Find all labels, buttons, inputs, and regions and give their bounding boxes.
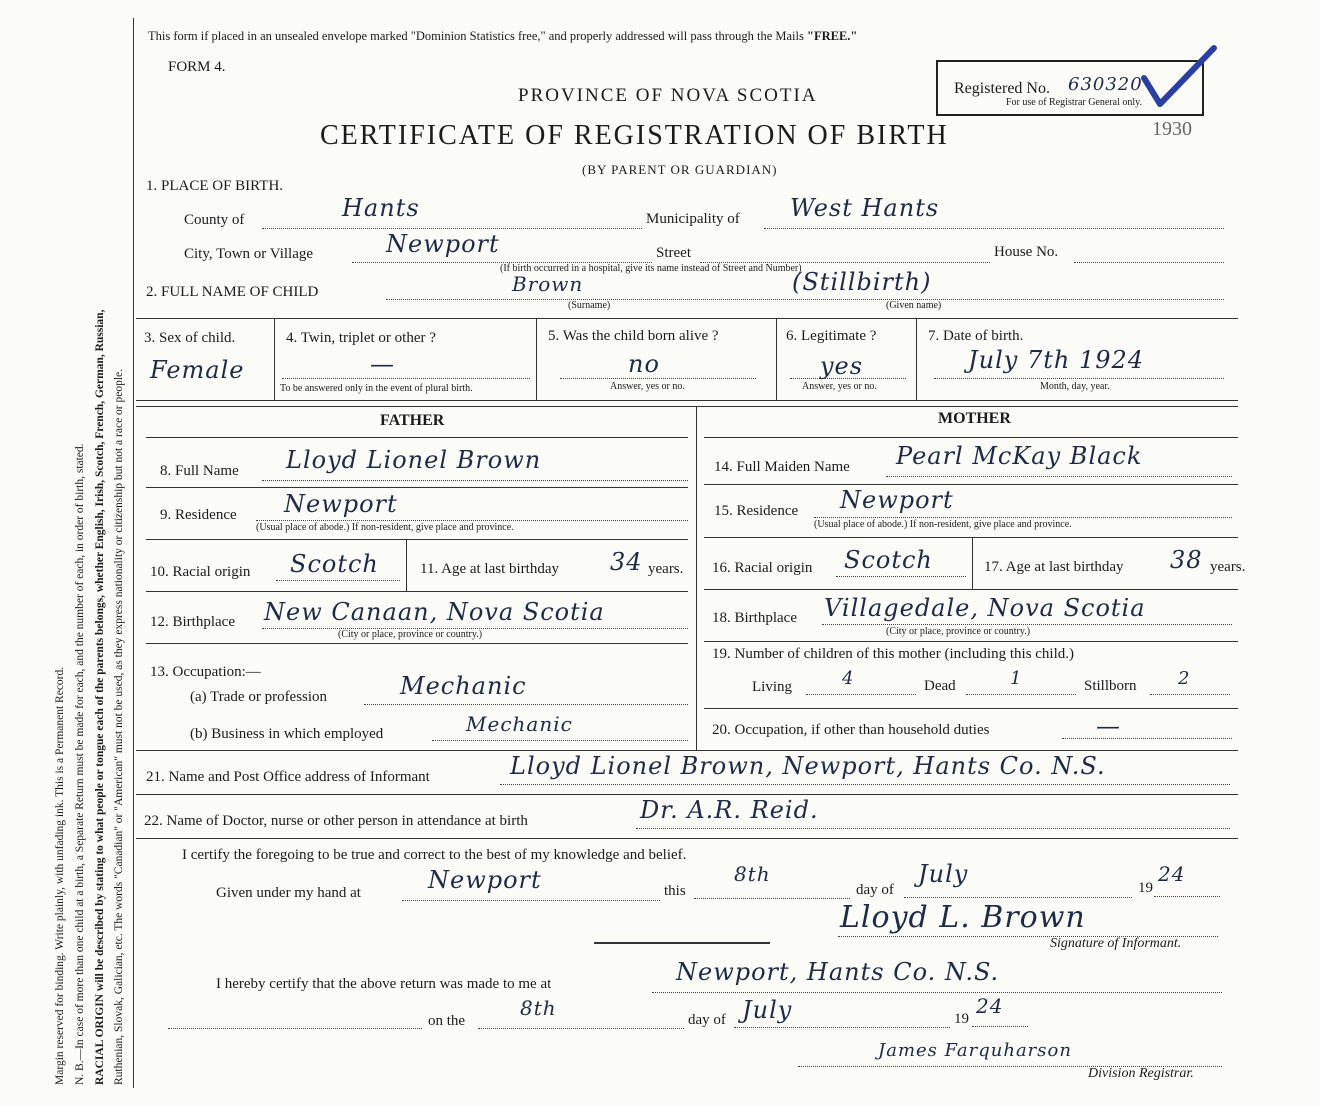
mother-occupation-label: 20. Occupation, if other than household duties xyxy=(712,722,990,738)
father-birthplace-value: New Canaan, Nova Scotia xyxy=(264,598,605,626)
father-business-label: (b) Business in which employed xyxy=(190,726,384,742)
county-value: Hants xyxy=(342,194,420,222)
father-name-label: 8. Full Name xyxy=(160,463,239,479)
mother-age-unit: years. xyxy=(1210,559,1246,575)
twin-note: To be answered only in the event of plural birth. xyxy=(280,383,473,394)
mother-birthplace-note: (City or place, province or country.) xyxy=(886,626,1031,637)
mother-heading: MOTHER xyxy=(938,410,1011,427)
certify-month: July xyxy=(918,860,969,888)
mother-children-label: 19. Number of children of this mother (including this child.) xyxy=(712,646,1075,662)
father-business-value: Mechanic xyxy=(466,712,573,736)
this-label: this xyxy=(664,883,686,899)
stillborn-value: 2 xyxy=(1178,668,1191,689)
given-at-value: Newport xyxy=(428,866,542,894)
child-given-name: (Stillbirth) xyxy=(792,268,932,296)
father-age-label: 11. Age at last birthday xyxy=(420,561,559,577)
registrar-statement: I hereby certify that the above return was made to me at xyxy=(216,976,552,992)
registrar-day-of-label: day of xyxy=(688,1012,726,1028)
mother-racial-value: Scotch xyxy=(844,546,933,574)
legitimate-value: yes xyxy=(820,352,864,380)
father-trade-label: (a) Trade or profession xyxy=(190,689,328,705)
given-name-note: (Given name) xyxy=(886,300,942,311)
margin-note-binding: Margin reserved for binding. Write plainly, with unfading ink. This is a Permanent Record. xyxy=(54,666,66,1085)
city-label: City, Town or Village xyxy=(184,246,314,262)
twin-value: — xyxy=(370,350,395,378)
father-residence-label: 9. Residence xyxy=(160,507,237,523)
street-label: Street xyxy=(656,245,691,261)
father-birthplace-label: 12. Birthplace xyxy=(150,614,235,630)
registrar-note: For use of Registrar General only. xyxy=(1006,97,1142,108)
margin-note-racial-origin: RACIAL ORIGIN will be described by stating to what people or tongue each of the parents belongs, whether English, Irish, Scotch, French, German, Russian, xyxy=(94,309,106,1085)
living-value: 4 xyxy=(842,668,855,689)
legitimate-label: 6. Legitimate ? xyxy=(786,328,877,344)
registrar-year-prefix: 19 xyxy=(954,1011,969,1027)
form-number: FORM 4. xyxy=(168,59,226,75)
given-at-label: Given under my hand at xyxy=(216,885,361,901)
mother-birthplace-label: 18. Birthplace xyxy=(712,610,797,626)
registrar-day: 8th xyxy=(520,996,557,1020)
registrar-year-suffix: 24 xyxy=(976,994,1004,1018)
municipality-value: West Hants xyxy=(790,194,940,222)
certify-year-prefix: 19 xyxy=(1138,880,1153,896)
informant-signature: Lloyd L. Brown xyxy=(840,900,1086,935)
alive-note: Answer, yes or no. xyxy=(610,381,685,392)
father-residence-value: Newport xyxy=(284,490,398,518)
checkmark-icon xyxy=(1140,44,1220,110)
mother-residence-note: (Usual place of abode.) If non-resident, give place and province. xyxy=(814,519,1072,530)
sex-label: 3. Sex of child. xyxy=(144,330,236,346)
margin-note-racial-origin-cont: Ruthenian, Slovak, Galician, etc. The words "Canadian" or "American" must not be used, as they express nationality or citizenship but not a race or people. xyxy=(113,368,125,1085)
subtitle: (BY PARENT OR GUARDIAN) xyxy=(582,162,778,177)
margin-rule xyxy=(133,18,134,1088)
mother-birthplace-value: Villagedale, Nova Scotia xyxy=(824,594,1146,622)
mother-occupation-value: — xyxy=(1096,712,1121,740)
twin-label: 4. Twin, triplet or other ? xyxy=(286,330,436,346)
father-age-value: 34 xyxy=(610,548,643,576)
stamp: 1930 xyxy=(1152,118,1192,140)
mother-age-value: 38 xyxy=(1170,546,1203,574)
informant-value: Lloyd Lionel Brown, Newport, Hants Co. N.S. xyxy=(510,752,1106,780)
dob-label: 7. Date of birth. xyxy=(928,328,1024,344)
father-residence-note: (Usual place of abode.) If non-resident, give place and province. xyxy=(256,522,514,533)
mother-age-label: 17. Age at last birthday xyxy=(984,559,1124,575)
dead-label: Dead xyxy=(924,678,956,694)
father-racial-value: Scotch xyxy=(290,550,379,578)
mother-name-value: Pearl McKay Black xyxy=(896,442,1143,470)
hospital-note: (If birth occurred in a hospital, give its name instead of Street and Number) xyxy=(500,263,802,274)
alive-value: no xyxy=(628,350,660,378)
registrar-place: Newport, Hants Co. N.S. xyxy=(676,958,1000,986)
stillborn-label: Stillborn xyxy=(1084,678,1137,694)
living-label: Living xyxy=(752,679,792,695)
informant-label: 21. Name and Post Office address of Informant xyxy=(146,769,430,785)
registrar-month: July xyxy=(742,996,793,1024)
surname-note: (Surname) xyxy=(568,300,611,311)
mother-residence-label: 15. Residence xyxy=(714,503,799,519)
alive-label: 5. Was the child born alive ? xyxy=(548,328,719,344)
dead-value: 1 xyxy=(1010,668,1023,689)
child-name-label: 2. FULL NAME OF CHILD xyxy=(146,284,319,300)
place-of-birth-heading: 1. PLACE OF BIRTH. xyxy=(146,178,284,194)
mail-note: This form if placed in an unsealed envelope marked "Dominion Statistics free," and properly addressed will pass through the Mails "FREE." xyxy=(148,29,858,43)
mother-racial-label: 16. Racial origin xyxy=(712,560,813,576)
signature-of-informant-label: Signature of Informant. xyxy=(1050,936,1182,951)
certify-year-suffix: 24 xyxy=(1158,862,1186,886)
certify-day: 8th xyxy=(734,862,771,886)
municipality-label: Municipality of xyxy=(646,211,740,227)
mother-name-label: 14. Full Maiden Name xyxy=(714,459,850,475)
house-number-label: House No. xyxy=(994,244,1059,260)
registered-number: 630320 xyxy=(1068,74,1143,95)
father-age-unit: years. xyxy=(648,561,684,577)
registrar-signature: James Farquharson xyxy=(878,1040,1072,1061)
sex-value: Female xyxy=(150,356,245,384)
legitimate-note: Answer, yes or no. xyxy=(802,381,877,392)
dob-value: July 7th 1924 xyxy=(968,346,1145,374)
mother-residence-value: Newport xyxy=(840,486,954,514)
father-trade-value: Mechanic xyxy=(400,672,527,700)
registered-label: Registered No. xyxy=(954,80,1050,97)
father-racial-label: 10. Racial origin xyxy=(150,564,251,580)
city-value: Newport xyxy=(386,230,500,258)
dob-note: Month, day, year. xyxy=(1040,381,1110,392)
father-heading: FATHER xyxy=(380,412,445,429)
child-surname: Brown xyxy=(512,272,584,296)
certify-statement: I certify the foregoing to be true and correct to the best of my knowledge and belief. xyxy=(182,847,687,863)
page-title: CERTIFICATE OF REGISTRATION OF BIRTH xyxy=(320,120,949,151)
doctor-value: Dr. A.R. Reid. xyxy=(640,796,819,824)
margin-note-multiple-births: N. B.—In case of more than one child at a birth, a Separate Return must be made for each, and the number of each, in order of birth, stated. xyxy=(74,443,86,1085)
father-name-value: Lloyd Lionel Brown xyxy=(286,446,542,474)
father-occupation-label: 13. Occupation:— xyxy=(150,664,261,680)
certify-day-of-label: day of xyxy=(856,882,894,898)
division-registrar-label: Division Registrar. xyxy=(1088,1066,1194,1081)
on-the-label: on the xyxy=(428,1013,466,1029)
doctor-label: 22. Name of Doctor, nurse or other person in attendance at birth xyxy=(144,813,528,829)
province-heading: PROVINCE OF NOVA SCOTIA xyxy=(518,85,818,106)
father-birthplace-note: (City or place, province or country.) xyxy=(338,629,483,640)
county-label: County of xyxy=(184,212,245,228)
